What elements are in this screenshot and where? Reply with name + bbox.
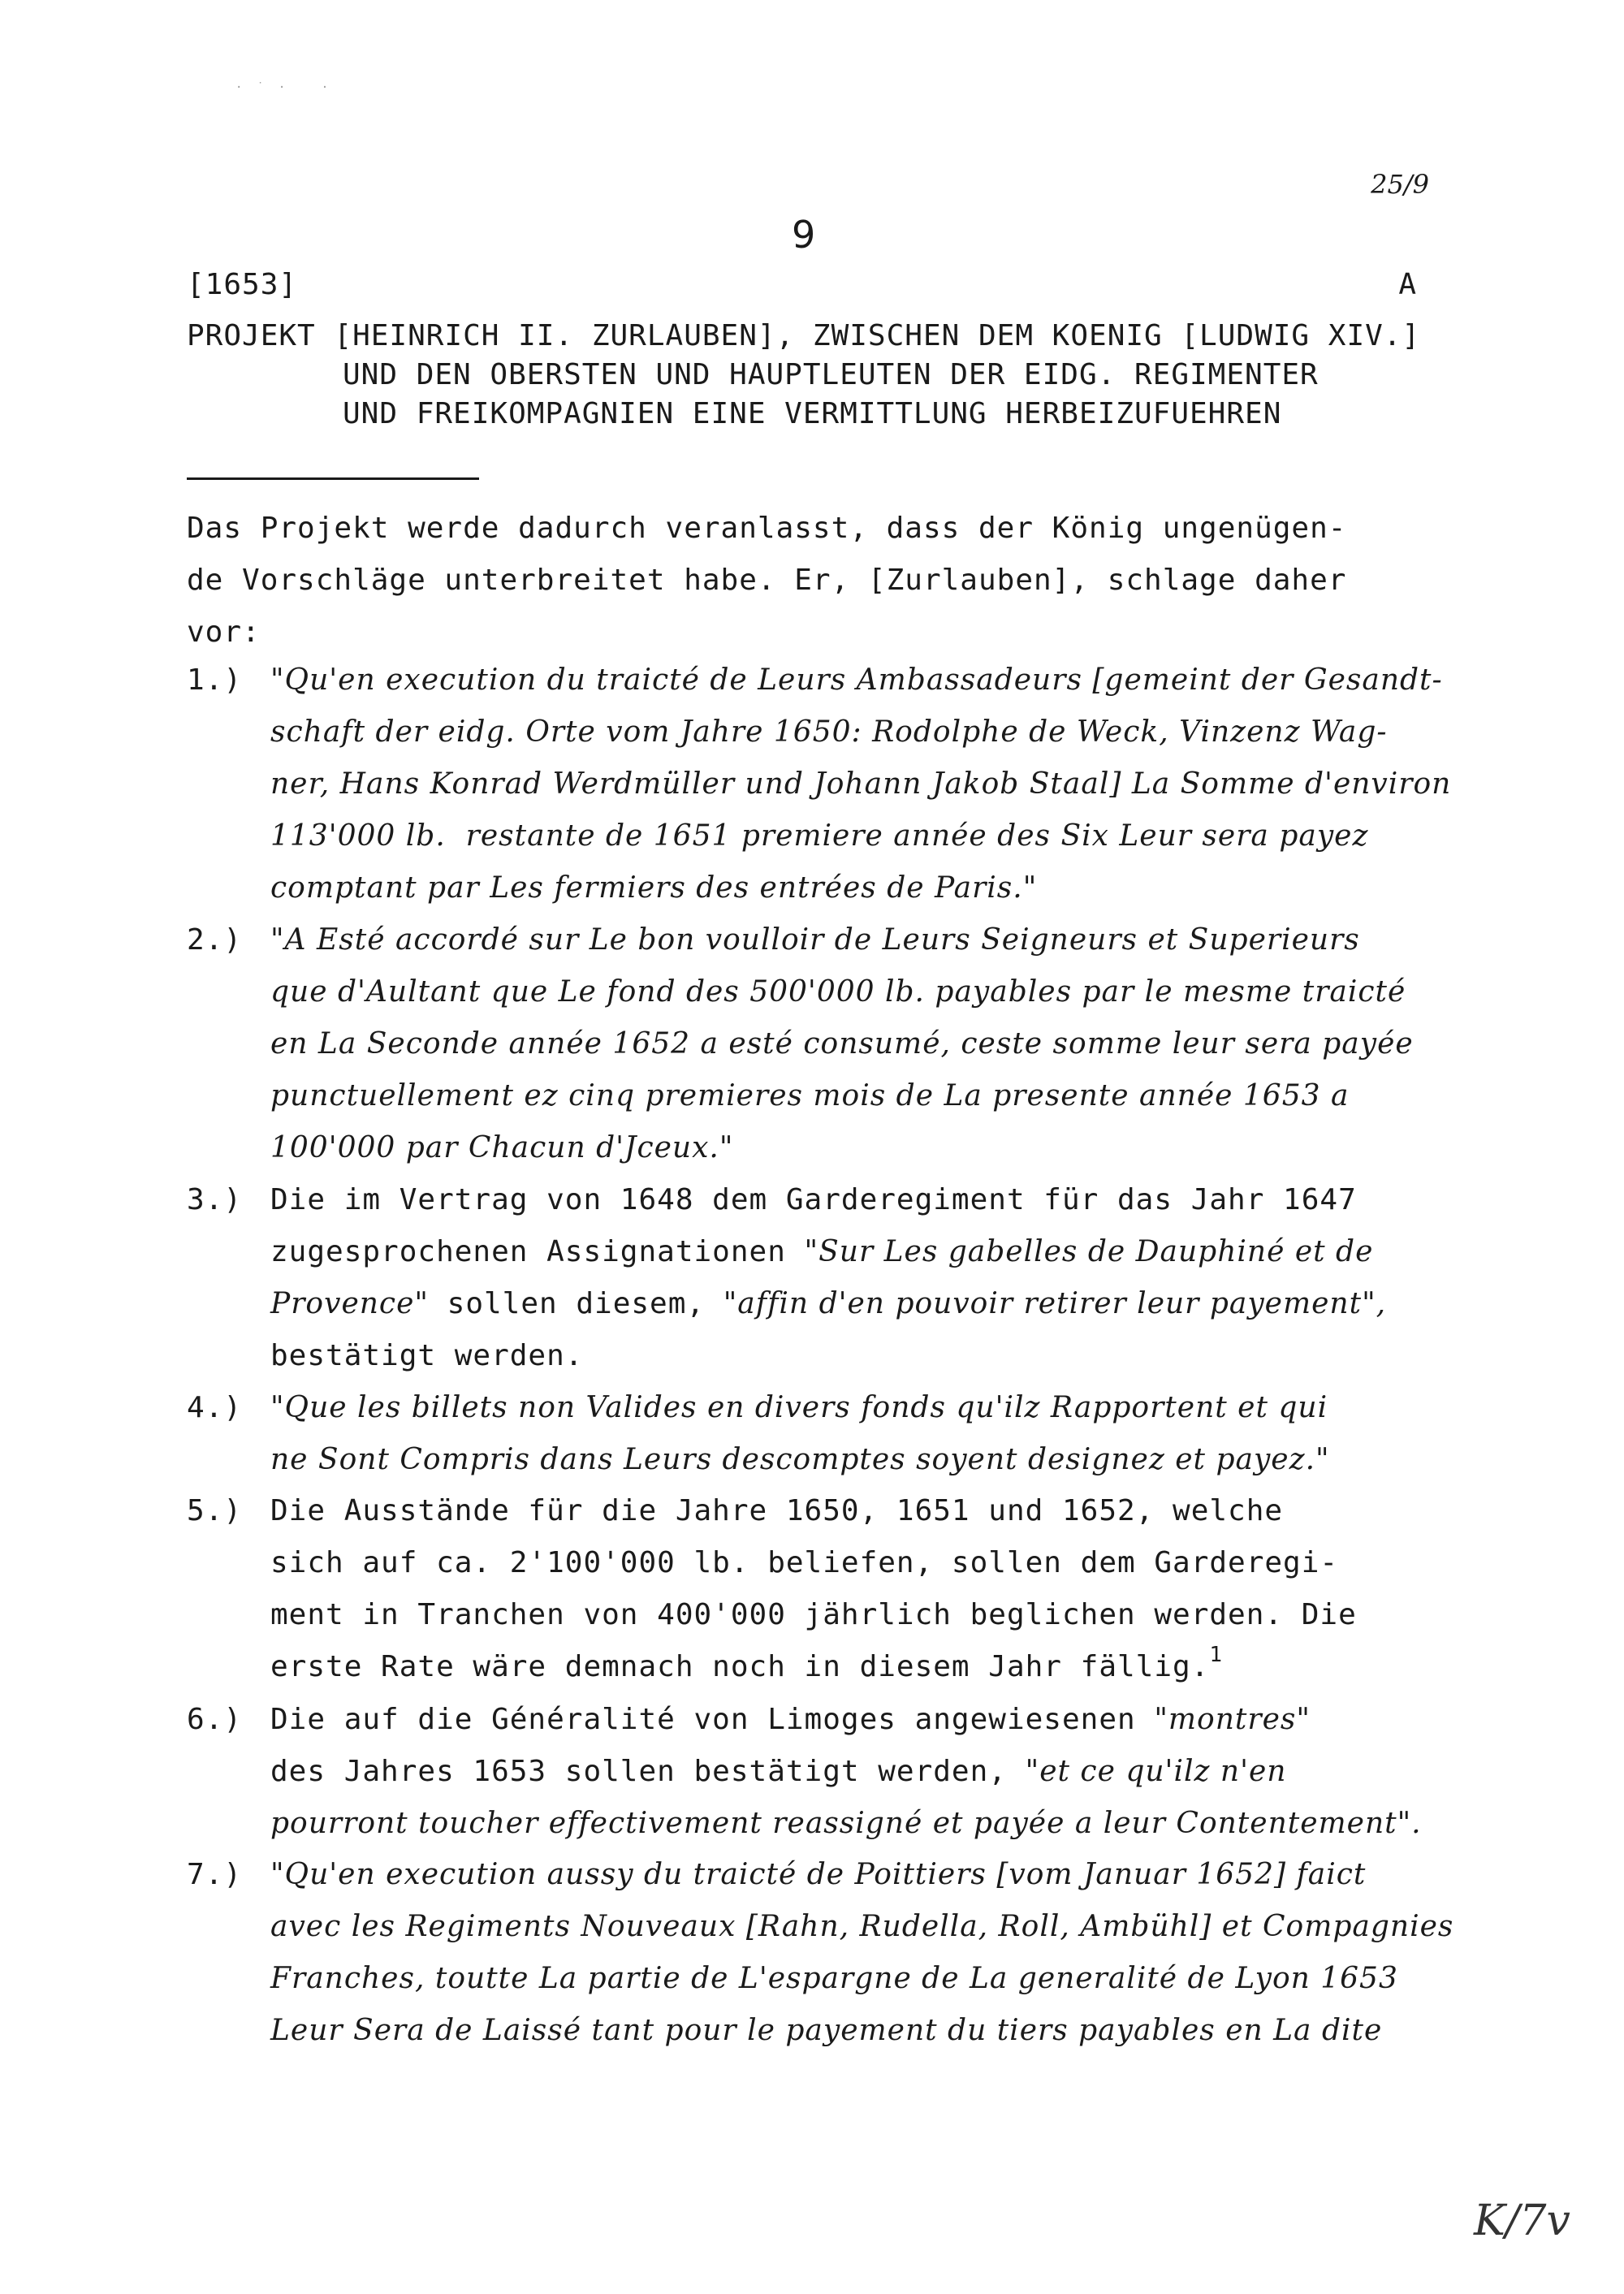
document-letter: A xyxy=(1398,268,1417,301)
german-text: sollen diesem, xyxy=(428,1287,723,1320)
item-line xyxy=(0,767,1624,811)
title-line-2: UND DEN OBERSTEN UND HAUPTLEUTEN DER EIDG. REGIMENTER xyxy=(343,358,1319,391)
item-line xyxy=(0,923,1624,967)
quoted-french-text: Franches, toutte La partie de L'espargne de La generalité de Lyon 1653 xyxy=(270,1962,1398,1995)
item-number: 1.) xyxy=(187,663,243,697)
item-number: 4.) xyxy=(187,1391,243,1424)
item-line xyxy=(0,1598,1624,1642)
german-text: zugesprochenen Assignationen xyxy=(270,1235,805,1268)
german-text: bestätigt werden. xyxy=(270,1339,584,1372)
item-line xyxy=(0,1079,1624,1123)
folio-number: 25/9 xyxy=(1371,169,1429,200)
item-line xyxy=(0,1962,1624,2006)
item-line xyxy=(0,1131,1624,1175)
item-line xyxy=(0,715,1624,759)
item-line xyxy=(0,1339,1624,1383)
item-line xyxy=(0,1807,1624,1851)
scan-specks: ·˙· · xyxy=(235,81,343,94)
quoted-french-text: "et ce qu'ilz n'en xyxy=(1025,1755,1287,1788)
intro-line-1: Das Projekt werde dadurch veranlasst, dass der König ungenügen- xyxy=(187,512,1347,545)
item-line xyxy=(0,1027,1624,1071)
item-line xyxy=(0,1443,1624,1487)
german-text: Die im Vertrag von 1648 dem Garderegiment für das Jahr 1647 xyxy=(270,1183,1357,1216)
item-line xyxy=(0,1910,1624,1954)
quoted-french-text: "montres" xyxy=(1154,1703,1311,1736)
item-line xyxy=(0,1183,1624,1227)
quoted-french-text: "affin d'en pouvoir retirer leur payement", xyxy=(723,1287,1387,1320)
item-line xyxy=(0,1494,1624,1538)
item-line xyxy=(0,1755,1624,1799)
quoted-french-text: pourront toucher effectivement reassigné et payée a leur Contentement". xyxy=(270,1807,1422,1840)
quoted-french-text: "Qu'en execution du traicté de Leurs Ambassadeurs [gemeint der Gesandt- xyxy=(270,663,1443,697)
quoted-french-text: ner, Hans Konrad Werdmüller und Johann Jakob Staal] La Somme d'environ xyxy=(270,767,1452,801)
german-text: ment in Tranchen von 400'000 jährlich beglichen werden. Die xyxy=(270,1598,1357,1631)
german-text: des Jahres 1653 sollen bestätigt werden, xyxy=(270,1755,1026,1788)
item-line xyxy=(0,1858,1624,1902)
intro-line-2: de Vorschläge unterbreitet habe. Er, [Zurlauben], schlage daher xyxy=(187,564,1347,597)
item-line xyxy=(0,871,1624,915)
item-number: 3.) xyxy=(187,1183,243,1216)
quoted-french-text: Leur Sera de Laissé tant pour le payement du tiers payables en La dite xyxy=(270,2014,1383,2047)
item-number: 5.) xyxy=(187,1494,243,1527)
item-number: 6.) xyxy=(187,1703,243,1736)
intro-line-3: vor: xyxy=(187,616,261,649)
document-date: [1653] xyxy=(187,268,298,301)
german-text: Die auf die Généralité von Limoges angewiesenen xyxy=(270,1703,1155,1736)
title-line-1: PROJEKT [HEINRICH II. ZURLAUBEN], ZWISCHEN DEM KOENIG [LUDWIG XIV.] xyxy=(187,319,1421,352)
item-line xyxy=(0,1287,1624,1331)
quoted-french-text: Provence" xyxy=(270,1287,429,1320)
quoted-french-text: "Sur Les gabelles de Dauphiné et de xyxy=(804,1235,1374,1268)
quoted-french-text: "A Esté accordé sur Le bon voulloir de Leurs Seigneurs et Superieurs xyxy=(270,923,1360,957)
quoted-french-text: ne Sont Compris dans Leurs descomptes soyent designez et payez." xyxy=(270,1443,1330,1476)
item-number: 7.) xyxy=(187,1858,243,1891)
quoted-french-text: comptant par Les fermiers des entrées de Paris." xyxy=(270,871,1038,905)
item-line xyxy=(0,819,1624,863)
item-line xyxy=(0,1235,1624,1279)
page-number: 9 xyxy=(792,213,816,257)
item-line xyxy=(0,1391,1624,1435)
german-text: Die Ausstände für die Jahre 1650, 1651 und 1652, welche xyxy=(270,1494,1284,1527)
item-line xyxy=(0,2014,1624,2058)
quoted-french-text: en La Seconde année 1652 a esté consumé, ceste somme leur sera payée xyxy=(270,1027,1414,1061)
handwritten-mark: K/7v xyxy=(1474,2197,1570,2245)
quoted-french-text: avec les Regiments Nouveaux [Rahn, Rudella, Roll, Ambühl] et Compagnies xyxy=(270,1910,1454,1943)
quoted-french-text: que d'Aultant que Le fond des 500'000 lb. payables par le mesme traicté xyxy=(270,975,1406,1009)
quoted-french-text: schaft der eidg. Orte vom Jahre 1650: Rodolphe de Weck, Vinzenz Wag- xyxy=(270,715,1388,749)
quoted-french-text: punctuellement ez cinq premieres mois de La presente année 1653 a xyxy=(270,1079,1350,1112)
item-line xyxy=(0,975,1624,1019)
quoted-french-text: "Qu'en execution aussy du traicté de Poittiers [vom Januar 1652] faict xyxy=(270,1858,1367,1891)
quoted-french-text: 113'000 lb. restante de 1651 premiere année des Six Leur sera payez xyxy=(270,819,1369,853)
title-line-3: UND FREIKOMPAGNIEN EINE VERMITTLUNG HERBEIZUFUEHREN xyxy=(343,397,1282,430)
german-text: erste Rate wäre demnach noch in diesem Jahr fällig. xyxy=(270,1650,1210,1683)
item-number: 2.) xyxy=(187,923,243,957)
item-line xyxy=(0,1703,1624,1747)
item-line xyxy=(0,1546,1624,1590)
quoted-french-text: 100'000 par Chacun d'Jceux." xyxy=(270,1131,734,1164)
separator-rule xyxy=(187,477,479,480)
footnote-marker: 1 xyxy=(1209,1643,1224,1667)
item-line xyxy=(0,663,1624,707)
item-line xyxy=(0,1643,1624,1694)
german-text: sich auf ca. 2'100'000 lb. beliefen, sollen dem Garderegi- xyxy=(270,1546,1339,1579)
quoted-french-text: "Que les billets non Valides en divers fonds qu'ilz Rapportent et qui xyxy=(270,1391,1328,1424)
